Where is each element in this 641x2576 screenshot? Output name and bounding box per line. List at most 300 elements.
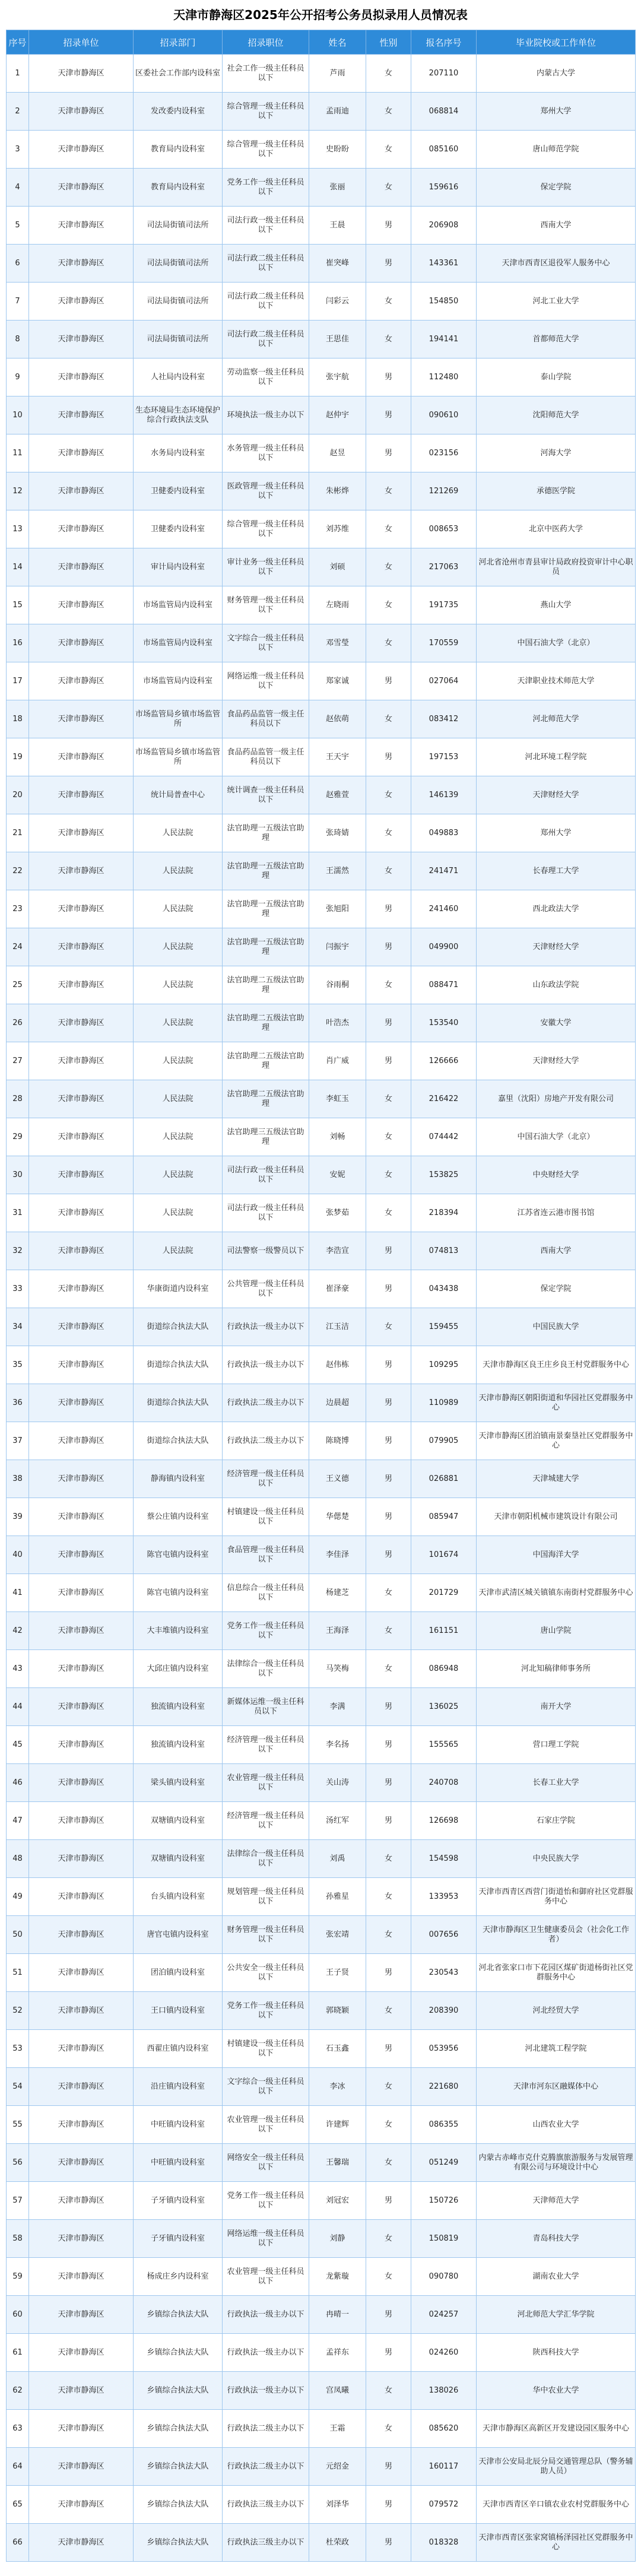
cell-gender: 女: [366, 1308, 411, 1346]
cell-department: 人民法院: [134, 966, 223, 1004]
cell-gender: 男: [366, 1270, 411, 1308]
cell-unit: 天津市静海区: [29, 1574, 134, 1612]
cell-school-or-employer: 长春工业大学: [477, 1764, 636, 1802]
cell-unit: 天津市静海区: [29, 2296, 134, 2334]
cell-registration-number: 153540: [411, 1004, 477, 1042]
cell-school-or-employer: 山西农业大学: [477, 2106, 636, 2144]
cell-index: 35: [7, 1346, 29, 1384]
cell-gender: 女: [366, 586, 411, 624]
cell-department: 水务局内设科室: [134, 434, 223, 472]
cell-name: 张丽: [309, 169, 366, 207]
cell-unit: 天津市静海区: [29, 2030, 134, 2068]
cell-name: 郑家诚: [309, 662, 366, 700]
table-row: [7, 359, 636, 396]
cell-unit: 天津市静海区: [29, 1460, 134, 1498]
cell-name: 刘苏维: [309, 510, 366, 548]
cell-unit: 天津市静海区: [29, 55, 134, 93]
cell-school-or-employer: 唐山学院: [477, 1612, 636, 1650]
cell-unit: 天津市静海区: [29, 966, 134, 1004]
cell-department: 人民法院: [134, 1080, 223, 1118]
cell-position: 村镇建设一级主任科员以下: [223, 2030, 309, 2068]
cell-department: 街道综合执法大队: [134, 1346, 223, 1384]
cell-gender: 女: [366, 2106, 411, 2144]
cell-school-or-employer: 河北省张家口市下花园区煤矿街道杨街社区党群服务中心: [477, 1954, 636, 1992]
cell-gender: 女: [366, 131, 411, 169]
cell-gender: 女: [366, 624, 411, 662]
cell-registration-number: 197153: [411, 738, 477, 776]
cell-registration-number: 083412: [411, 700, 477, 738]
cell-school-or-employer: 天津市西青区辛口镇农业农村党群服务中心: [477, 2486, 636, 2524]
cell-school-or-employer: 郑州大学: [477, 814, 636, 852]
cell-department: 人社局内设科室: [134, 359, 223, 396]
cell-department: 乡镇综合执法大队: [134, 2334, 223, 2372]
table-row: [7, 510, 636, 548]
cell-registration-number: 112480: [411, 359, 477, 396]
cell-position: 法官助理一五级法官助理: [223, 852, 309, 890]
cell-department: 人民法院: [134, 814, 223, 852]
table-row: [7, 2448, 636, 2486]
cell-position: 村镇建设一级主任科员以下: [223, 1498, 309, 1536]
cell-gender: 男: [366, 434, 411, 472]
cell-gender: 女: [366, 55, 411, 93]
cell-unit: 天津市静海区: [29, 1840, 134, 1878]
cell-position: 农业管理一级主任科员以下: [223, 1764, 309, 1802]
cell-index: 60: [7, 2296, 29, 2334]
cell-registration-number: 051249: [411, 2144, 477, 2182]
cell-name: 王濡然: [309, 852, 366, 890]
cell-gender: 男: [366, 2296, 411, 2334]
cell-school-or-employer: 天津财经大学: [477, 1042, 636, 1080]
cell-name: 郭晓颖: [309, 1992, 366, 2030]
cell-registration-number: 074442: [411, 1118, 477, 1156]
cell-index: 50: [7, 1916, 29, 1954]
cell-school-or-employer: 郑州大学: [477, 93, 636, 131]
cell-name: 张旭阳: [309, 890, 366, 928]
cell-department: 独流镇内设科室: [134, 1726, 223, 1764]
cell-gender: 男: [366, 738, 411, 776]
table-row: [7, 1878, 636, 1916]
cell-department: 卫健委内设科室: [134, 510, 223, 548]
cell-registration-number: 146139: [411, 776, 477, 814]
cell-name: 王霜: [309, 2410, 366, 2448]
cell-position: 行政执法三级主办以下: [223, 2524, 309, 2562]
cell-position: 综合管理一级主任科员以下: [223, 510, 309, 548]
cell-name: 李浩宣: [309, 1232, 366, 1270]
cell-name: 安妮: [309, 1156, 366, 1194]
table-row: [7, 321, 636, 359]
cell-position: 党务工作一级主任科员以下: [223, 1612, 309, 1650]
cell-index: 65: [7, 2486, 29, 2524]
cell-registration-number: 207110: [411, 55, 477, 93]
cell-name: 王晨: [309, 207, 366, 245]
cell-unit: 天津市静海区: [29, 93, 134, 131]
cell-gender: 女: [366, 93, 411, 131]
cell-unit: 天津市静海区: [29, 814, 134, 852]
cell-index: 2: [7, 93, 29, 131]
cell-registration-number: 161151: [411, 1612, 477, 1650]
cell-unit: 天津市静海区: [29, 510, 134, 548]
cell-department: 发改委内设科室: [134, 93, 223, 131]
cell-department: 统计局普查中心: [134, 776, 223, 814]
cell-department: 人民法院: [134, 890, 223, 928]
table-row: [7, 852, 636, 890]
cell-index: 15: [7, 586, 29, 624]
table-row: [7, 2296, 636, 2334]
cell-unit: 天津市静海区: [29, 1422, 134, 1460]
cell-school-or-employer: 陕西科技大学: [477, 2334, 636, 2372]
header-unit: 招录单位: [29, 30, 134, 55]
header-name: 姓名: [309, 30, 366, 55]
cell-index: 42: [7, 1612, 29, 1650]
cell-index: 19: [7, 738, 29, 776]
cell-school-or-employer: 河北知稿律师事务所: [477, 1650, 636, 1688]
table-row: [7, 1460, 636, 1498]
cell-school-or-employer: 中国石油大学（北京）: [477, 1118, 636, 1156]
cell-department: 司法局街镇司法所: [134, 321, 223, 359]
cell-department: 教育局内设科室: [134, 131, 223, 169]
cell-position: 司法警察一级警员以下: [223, 1232, 309, 1270]
cell-unit: 天津市静海区: [29, 245, 134, 283]
cell-gender: 男: [366, 890, 411, 928]
cell-department: 人民法院: [134, 1042, 223, 1080]
cell-school-or-employer: 中国民族大学: [477, 1308, 636, 1346]
cell-gender: 男: [366, 207, 411, 245]
cell-registration-number: 018328: [411, 2524, 477, 2562]
cell-school-or-employer: 天津市西青区西营门街道怡和御府社区党群服务中心: [477, 1878, 636, 1916]
cell-position: 行政执法一级主办以下: [223, 2296, 309, 2334]
table-row: [7, 2030, 636, 2068]
cell-name: 史盼盼: [309, 131, 366, 169]
cell-index: 52: [7, 1992, 29, 2030]
cell-unit: 天津市静海区: [29, 1954, 134, 1992]
cell-gender: 女: [366, 1194, 411, 1232]
cell-name: 关山涛: [309, 1764, 366, 1802]
cell-school-or-employer: 安徽大学: [477, 1004, 636, 1042]
cell-registration-number: 049883: [411, 814, 477, 852]
cell-index: 29: [7, 1118, 29, 1156]
cell-registration-number: 024260: [411, 2334, 477, 2372]
cell-name: 李虹玉: [309, 1080, 366, 1118]
cell-gender: 男: [366, 1346, 411, 1384]
cell-unit: 天津市静海区: [29, 1232, 134, 1270]
cell-department: 街道综合执法大队: [134, 1422, 223, 1460]
cell-position: 法律综合一级主任科员以下: [223, 1650, 309, 1688]
cell-index: 1: [7, 55, 29, 93]
table-row: [7, 2258, 636, 2296]
cell-department: 陈官屯镇内设科室: [134, 1536, 223, 1574]
table-row: [7, 1004, 636, 1042]
table-row: [7, 966, 636, 1004]
cell-name: 左晓雨: [309, 586, 366, 624]
cell-position: 食品药品监管一级主任科员以下: [223, 700, 309, 738]
cell-name: 王馨瑞: [309, 2144, 366, 2182]
cell-school-or-employer: 河北环境工程学院: [477, 738, 636, 776]
cell-unit: 天津市静海区: [29, 2410, 134, 2448]
cell-gender: 男: [366, 928, 411, 966]
cell-registration-number: 126666: [411, 1042, 477, 1080]
table-row: [7, 1156, 636, 1194]
cell-registration-number: 068814: [411, 93, 477, 131]
cell-school-or-employer: 天津市西青区退役军人服务中心: [477, 245, 636, 283]
cell-gender: 女: [366, 1612, 411, 1650]
cell-name: 刘静: [309, 2220, 366, 2258]
cell-registration-number: 008653: [411, 510, 477, 548]
table-row: [7, 2220, 636, 2258]
table-row: [7, 814, 636, 852]
cell-gender: 女: [366, 2220, 411, 2258]
cell-registration-number: 150819: [411, 2220, 477, 2258]
cell-name: 江玉洁: [309, 1308, 366, 1346]
cell-index: 62: [7, 2372, 29, 2410]
cell-registration-number: 206908: [411, 207, 477, 245]
cell-index: 31: [7, 1194, 29, 1232]
cell-department: 人民法院: [134, 1194, 223, 1232]
cell-unit: 天津市静海区: [29, 2144, 134, 2182]
cell-school-or-employer: 河北建筑工程学院: [477, 2030, 636, 2068]
cell-unit: 天津市静海区: [29, 1498, 134, 1536]
cell-department: 王口镇内设科室: [134, 1992, 223, 2030]
cell-registration-number: 218394: [411, 1194, 477, 1232]
cell-position: 文字综合一级主任科员以下: [223, 2068, 309, 2106]
cell-index: 7: [7, 283, 29, 321]
cell-name: 元绍金: [309, 2448, 366, 2486]
cell-name: 孟祥东: [309, 2334, 366, 2372]
cell-department: 市场监管局乡镇市场监管所: [134, 700, 223, 738]
cell-index: 11: [7, 434, 29, 472]
cell-school-or-employer: 河北师范大学汇华学院: [477, 2296, 636, 2334]
cell-gender: 男: [366, 1384, 411, 1422]
table-row: [7, 55, 636, 93]
cell-unit: 天津市静海区: [29, 1004, 134, 1042]
cell-index: 17: [7, 662, 29, 700]
cell-position: 行政执法三级主办以下: [223, 2486, 309, 2524]
cell-department: 街道综合执法大队: [134, 1308, 223, 1346]
cell-department: 中旺镇内设科室: [134, 2144, 223, 2182]
cell-index: 59: [7, 2258, 29, 2296]
cell-unit: 天津市静海区: [29, 359, 134, 396]
cell-gender: 男: [366, 396, 411, 434]
cell-department: 台头镇内设科室: [134, 1878, 223, 1916]
cell-gender: 女: [366, 283, 411, 321]
cell-unit: 天津市静海区: [29, 1308, 134, 1346]
cell-gender: 男: [366, 1726, 411, 1764]
cell-position: 统计调查一级主任科员以下: [223, 776, 309, 814]
cell-position: 法律综合一级主任科员以下: [223, 1840, 309, 1878]
cell-index: 53: [7, 2030, 29, 2068]
cell-name: 赵依萌: [309, 700, 366, 738]
cell-gender: 男: [366, 2334, 411, 2372]
cell-registration-number: 101674: [411, 1536, 477, 1574]
cell-position: 行政执法二级主办以下: [223, 1422, 309, 1460]
cell-gender: 男: [366, 1764, 411, 1802]
cell-department: 双塘镇内设科室: [134, 1840, 223, 1878]
cell-position: 行政执法二级主办以下: [223, 2410, 309, 2448]
cell-index: 55: [7, 2106, 29, 2144]
cell-department: 人民法院: [134, 1118, 223, 1156]
cell-position: 公共安全一级主任科员以下: [223, 1954, 309, 1992]
cell-position: 综合管理一级主任科员以下: [223, 93, 309, 131]
cell-gender: 女: [366, 510, 411, 548]
cell-school-or-employer: 华中农业大学: [477, 2372, 636, 2410]
cell-position: 劳动监察一级主任科员以下: [223, 359, 309, 396]
table-row: [7, 1498, 636, 1536]
cell-index: 16: [7, 624, 29, 662]
table-row: [7, 1612, 636, 1650]
cell-unit: 天津市静海区: [29, 396, 134, 434]
cell-unit: 天津市静海区: [29, 2068, 134, 2106]
table-row: [7, 1308, 636, 1346]
table-row: [7, 1270, 636, 1308]
cell-index: 18: [7, 700, 29, 738]
cell-index: 37: [7, 1422, 29, 1460]
cell-registration-number: 085947: [411, 1498, 477, 1536]
cell-index: 14: [7, 548, 29, 586]
cell-school-or-employer: 燕山大学: [477, 586, 636, 624]
cell-registration-number: 085160: [411, 131, 477, 169]
cell-index: 3: [7, 131, 29, 169]
cell-registration-number: 121269: [411, 472, 477, 510]
cell-gender: 女: [366, 472, 411, 510]
cell-registration-number: 043438: [411, 1270, 477, 1308]
cell-index: 58: [7, 2220, 29, 2258]
cell-school-or-employer: 天津市静海区良王庄乡良王村党群服务中心: [477, 1346, 636, 1384]
cell-registration-number: 023156: [411, 434, 477, 472]
cell-department: 独流镇内设科室: [134, 1688, 223, 1726]
cell-gender: 女: [366, 1574, 411, 1612]
cell-name: 赵伟栋: [309, 1346, 366, 1384]
cell-registration-number: 136025: [411, 1688, 477, 1726]
cell-name: 闫振宇: [309, 928, 366, 966]
cell-school-or-employer: 长春理工大学: [477, 852, 636, 890]
cell-position: 法官助理二五级法官助理: [223, 1080, 309, 1118]
cell-department: 市场监管局内设科室: [134, 624, 223, 662]
cell-school-or-employer: 承德医学院: [477, 472, 636, 510]
cell-position: 网络运维一级主任科员以下: [223, 662, 309, 700]
cell-position: 行政执法一级主办以下: [223, 1346, 309, 1384]
cell-registration-number: 133953: [411, 1878, 477, 1916]
cell-position: 法官助理一五级法官助理: [223, 814, 309, 852]
cell-position: 网络安全一级主任科员以下: [223, 2144, 309, 2182]
table-row: [7, 1194, 636, 1232]
cell-department: 乡镇综合执法大队: [134, 2524, 223, 2562]
cell-gender: 女: [366, 1650, 411, 1688]
cell-gender: 女: [366, 776, 411, 814]
cell-school-or-employer: 保定学院: [477, 169, 636, 207]
cell-name: 王子贤: [309, 1954, 366, 1992]
cell-school-or-employer: 天津师范大学: [477, 2182, 636, 2220]
cell-school-or-employer: 湖南农业大学: [477, 2258, 636, 2296]
cell-name: 芦雨: [309, 55, 366, 93]
cell-index: 63: [7, 2410, 29, 2448]
cell-department: 杨成庄乡内设科室: [134, 2258, 223, 2296]
cell-school-or-employer: 内蒙古大学: [477, 55, 636, 93]
cell-gender: 男: [366, 2030, 411, 2068]
cell-department: 乡镇综合执法大队: [134, 2372, 223, 2410]
cell-registration-number: 153825: [411, 1156, 477, 1194]
cell-registration-number: 155565: [411, 1726, 477, 1764]
cell-department: 人民法院: [134, 1232, 223, 1270]
cell-unit: 天津市静海区: [29, 1688, 134, 1726]
cell-gender: 男: [366, 2486, 411, 2524]
cell-department: 团泊镇内设科室: [134, 1954, 223, 1992]
cell-unit: 天津市静海区: [29, 1346, 134, 1384]
cell-name: 杨建芝: [309, 1574, 366, 1612]
cell-department: 司法局街镇司法所: [134, 283, 223, 321]
table-row: [7, 245, 636, 283]
cell-position: 党务工作一级主任科员以下: [223, 169, 309, 207]
cell-unit: 天津市静海区: [29, 548, 134, 586]
cell-registration-number: 026881: [411, 1460, 477, 1498]
table-row: [7, 1688, 636, 1726]
table-row: [7, 890, 636, 928]
cell-school-or-employer: 唐山师范学院: [477, 131, 636, 169]
cell-school-or-employer: 天津城建大学: [477, 1460, 636, 1498]
cell-school-or-employer: 天津市公安局北辰分局交通管理总队（警务辅助人员）: [477, 2448, 636, 2486]
cell-registration-number: 241460: [411, 890, 477, 928]
table-row: [7, 1840, 636, 1878]
table-row: [7, 1042, 636, 1080]
cell-unit: 天津市静海区: [29, 1118, 134, 1156]
cell-name: 汤红军: [309, 1802, 366, 1840]
cell-name: 刘硕: [309, 548, 366, 586]
cell-school-or-employer: 北京中医药大学: [477, 510, 636, 548]
cell-registration-number: 090610: [411, 396, 477, 434]
table-row: [7, 1384, 636, 1422]
cell-department: 中旺镇内设科室: [134, 2106, 223, 2144]
cell-index: 20: [7, 776, 29, 814]
header-gender: 性别: [366, 30, 411, 55]
cell-name: 朱彬烨: [309, 472, 366, 510]
cell-gender: 女: [366, 548, 411, 586]
cell-unit: 天津市静海区: [29, 2524, 134, 2562]
cell-registration-number: 230543: [411, 1954, 477, 1992]
table-row: [7, 283, 636, 321]
cell-department: 西翟庄镇内设科室: [134, 2030, 223, 2068]
cell-index: 48: [7, 1840, 29, 1878]
table-row: [7, 2182, 636, 2220]
cell-department: 双塘镇内设科室: [134, 1802, 223, 1840]
cell-school-or-employer: 江苏省连云港市图书馆: [477, 1194, 636, 1232]
cell-position: 行政执法一级主办以下: [223, 2334, 309, 2372]
cell-index: 32: [7, 1232, 29, 1270]
cell-department: 教育局内设科室: [134, 169, 223, 207]
cell-unit: 天津市静海区: [29, 662, 134, 700]
table-row: [7, 776, 636, 814]
cell-registration-number: 086355: [411, 2106, 477, 2144]
table-row: [7, 662, 636, 700]
table-body: [7, 55, 636, 2562]
cell-index: 54: [7, 2068, 29, 2106]
cell-name: 王海泽: [309, 1612, 366, 1650]
cell-unit: 天津市静海区: [29, 1384, 134, 1422]
cell-gender: 女: [366, 1916, 411, 1954]
cell-unit: 天津市静海区: [29, 472, 134, 510]
cell-index: 41: [7, 1574, 29, 1612]
cell-unit: 天津市静海区: [29, 207, 134, 245]
candidates-table: [6, 30, 636, 2562]
table-row: [7, 1764, 636, 1802]
cell-unit: 天津市静海区: [29, 1270, 134, 1308]
cell-department: 子牙镇内设科室: [134, 2220, 223, 2258]
cell-position: 司法行政一级主任科员以下: [223, 207, 309, 245]
cell-name: 崔突峰: [309, 245, 366, 283]
cell-index: 43: [7, 1650, 29, 1688]
cell-gender: 男: [366, 1688, 411, 1726]
cell-position: 法官助理三五级法官助理: [223, 1118, 309, 1156]
cell-position: 农业管理一级主任科员以下: [223, 2258, 309, 2296]
cell-registration-number: 154850: [411, 283, 477, 321]
cell-department: 大丰堆镇内设科室: [134, 1612, 223, 1650]
